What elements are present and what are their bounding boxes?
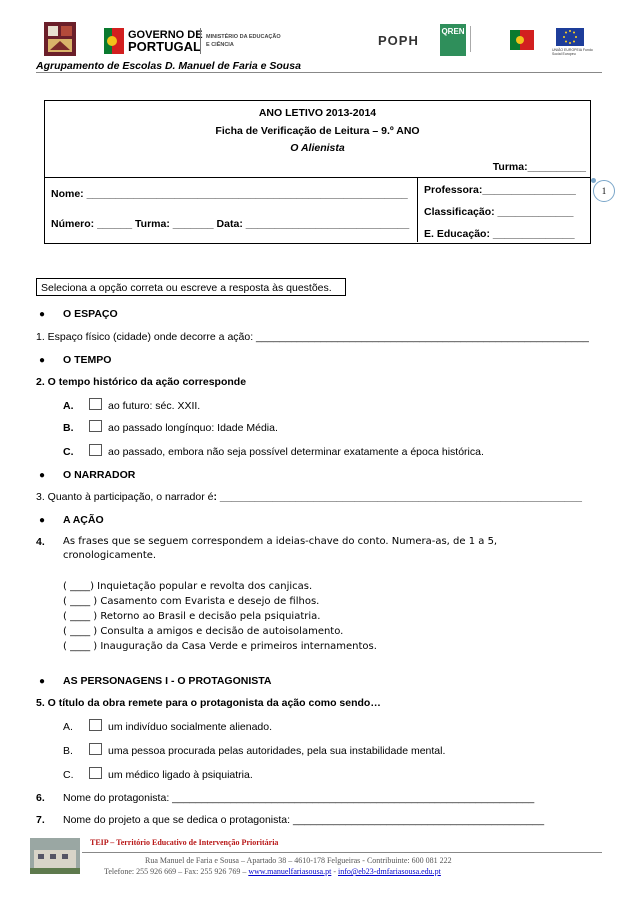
qren-text: QREN (441, 27, 465, 36)
checkbox-2a[interactable] (89, 398, 102, 410)
option-2a-letter: A. (63, 400, 74, 412)
bullet-icon: ● (39, 515, 46, 526)
title-box (44, 100, 591, 244)
footer-website-link[interactable]: www.manuelfariasousa.pt (248, 867, 332, 876)
option-2a-text: ao futuro: séc. XXII. (108, 400, 201, 412)
section-personagens: AS PERSONAGENS I - O PROTAGONISTA (63, 675, 272, 687)
poph-logo (378, 32, 428, 52)
school-crest-icon (44, 22, 76, 56)
footer-contacts (104, 867, 441, 876)
question-6[interactable]: Nome do protagonista: ______________________________________________________________ (63, 792, 535, 804)
footer-email-link[interactable]: info@eb23-dmfariasousa.edu.pt (338, 867, 441, 876)
qren-caption (470, 26, 505, 52)
school-name: Agrupamento de Escolas D. Manuel de Faria e Sousa (36, 60, 301, 72)
question-6-number: 6. (36, 792, 45, 804)
gov-line2: PORTUGAL (128, 39, 201, 54)
header-divider (36, 72, 602, 73)
checkbox-5b[interactable] (89, 743, 102, 755)
bullet-icon: ● (39, 676, 46, 687)
ministry-divider (200, 28, 201, 54)
question-3-label: 3. Quanto à participação, o narrador é (36, 491, 214, 503)
option-2b-text: ao passado longínquo: Idade Média. (108, 422, 278, 434)
question-4-number: 4. (36, 536, 45, 548)
sheet-title: Ficha de Verificação de Leitura – 9.º ANO (215, 125, 420, 137)
sequence-item[interactable]: ( ____ ) Inauguração da Casa Verde e primeiros internamentos. (63, 641, 377, 652)
professora-field[interactable]: Professora:________________ (424, 184, 576, 196)
option-2a[interactable] (89, 398, 200, 412)
option-2c-letter: C. (63, 446, 74, 458)
question-1[interactable]: 1. Espaço físico (cidade) onde decorre a ação: _________________________________________________________ (36, 331, 589, 343)
sequence-item[interactable]: ( ____ ) Casamento com Evarista e desejo de filhos. (63, 596, 320, 607)
option-5c[interactable] (89, 767, 253, 781)
footer-separator: - (331, 867, 338, 876)
option-5c-letter: C. (63, 769, 74, 781)
bullet-icon: ● (39, 470, 46, 481)
option-2b-letter: B. (63, 422, 74, 434)
checkbox-2c[interactable] (89, 444, 102, 456)
question-7[interactable]: Nome do projeto a que se dedica o protagonista: ___________________________________________ (63, 814, 545, 826)
teip-label: TEIP – Território Educativo de Intervenção Prioritária (90, 838, 279, 847)
gov-line1: GOVERNO DE (128, 29, 203, 41)
nome-field[interactable]: Nome: _______________________________________________________ (51, 188, 408, 200)
eu-flag-icon (556, 28, 584, 46)
checkbox-2b[interactable] (89, 420, 102, 432)
bullet-icon: ● (39, 355, 46, 366)
sequence-item[interactable]: ( ____ ) Retorno ao Brasil e decisão pela psiquiatria. (63, 611, 321, 622)
governo-text (128, 30, 203, 52)
student-info (45, 177, 418, 242)
section-narrador: O NARRADOR (63, 469, 136, 481)
school-building-image (30, 838, 80, 874)
question-2: 2. O tempo histórico da ação corresponde (36, 376, 247, 388)
question-7-number: 7. (36, 814, 45, 826)
question-3[interactable] (36, 491, 582, 503)
question-3-blank[interactable]: : ______________________________________________________________ (213, 491, 582, 503)
question-4-line1: As frases que se seguem correspondem a ideias-chave do conto. Numera-as, de 1 a 5, (63, 536, 498, 547)
option-2c-text: ao passado, embora não seja possível determinar exatamente a época histórica. (108, 446, 484, 458)
section-espaco: O ESPAÇO (63, 308, 118, 320)
grading-info (418, 177, 590, 242)
turma-field[interactable]: Turma:__________ (492, 161, 586, 173)
option-5a-letter: A. (63, 721, 73, 733)
option-5c-text: um médico ligado à psiquiatria. (108, 769, 253, 781)
section-tempo: O TEMPO (63, 354, 112, 366)
bullet-icon: ● (39, 309, 46, 320)
qren-logo (440, 24, 466, 56)
page-number: 1 (593, 180, 615, 202)
poph-text: POPH (378, 33, 419, 48)
ministry-text (206, 33, 281, 49)
instruction-box: Seleciona a opção correta ou escreve a resposta às questões. (36, 278, 346, 296)
footer-phone: Telefone: 255 926 669 – Fax: 255 926 769 – (104, 867, 249, 876)
sequence-item[interactable]: ( ____ ) Consulta a amigos e decisão de autoisolamento. (63, 626, 344, 637)
footer-divider (82, 852, 602, 853)
option-5b-letter: B. (63, 745, 73, 757)
question-4-line2: cronologicamente. (63, 550, 157, 561)
ministry-line1: MINISTÉRIO DA EDUCAÇÃO (206, 34, 281, 40)
question-5: 5. O título da obra remete para o protagonista da ação como sendo… (36, 697, 381, 709)
footer-address: Rua Manuel de Faria e Sousa – Apartado 38 – 4610-178 Felgueiras - Contribuinte: 600 081 222 (145, 856, 452, 865)
school-year: ANO LETIVO 2013-2014 (258, 107, 377, 119)
option-5a-text: um indivíduo socialmente alienado. (108, 721, 273, 733)
sequence-item[interactable]: ( ____) Inquietação popular e revolta dos canjicas. (63, 581, 313, 592)
option-2c[interactable] (89, 444, 484, 458)
option-5b[interactable] (89, 743, 445, 757)
ministry-line2: E CIÊNCIA (206, 42, 234, 48)
option-5b-text: uma pessoa procurada pelas autoridades, pela sua instabilidade mental. (108, 745, 446, 757)
checkbox-5a[interactable] (89, 719, 102, 731)
numero-field[interactable]: Número: ______ Turma: _______ Data: ____________________________ (51, 218, 410, 230)
governo-portugal-logo (104, 28, 124, 54)
checkbox-5c[interactable] (89, 767, 102, 779)
option-2b[interactable] (89, 420, 278, 434)
eu-caption: UNIÃO EUROPEIA Fundo Social Europeu (552, 48, 593, 56)
option-5a[interactable] (89, 719, 272, 733)
educacao-field[interactable]: E. Educação: ______________ (424, 228, 575, 240)
work-title: O Alienista (290, 142, 345, 154)
portugal-flag-icon (510, 30, 534, 50)
classificacao-field[interactable]: Classificação: _____________ (424, 206, 574, 218)
section-acao: A AÇÃO (63, 514, 104, 526)
